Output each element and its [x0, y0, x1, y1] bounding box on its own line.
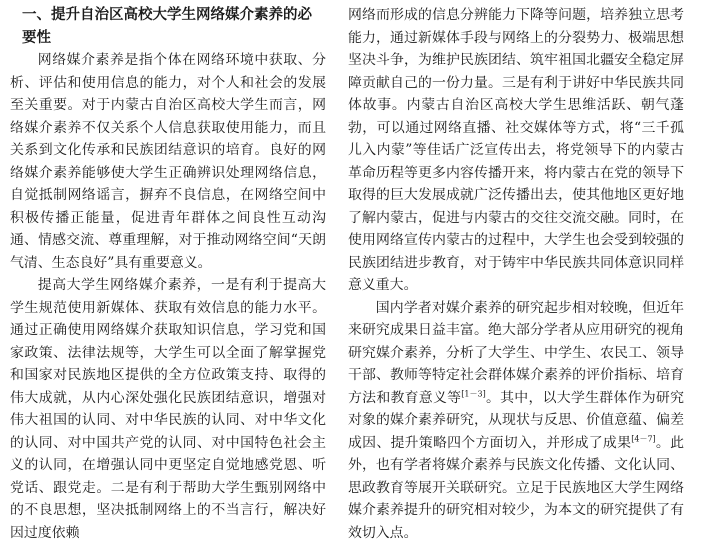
citation-4-7: [4－7] — [631, 434, 655, 443]
citation-1-3: [1－3] — [461, 389, 485, 398]
section-heading: 一、提升自治区高校大学生网络媒介素养的必要性 — [10, 4, 326, 49]
review-text-part3: 。此外，也有学者将媒介素养与民族文化传播、文化认同、思政教育等展开关联研究。立足于民族地区大学生网络媒介素养提升的研究相对较少，为本文的研究提供了有效切入点。 — [348, 435, 684, 541]
review-text-part1: 国内学者对媒介素养的研究起步相对较晚，但近年来研究成果日益丰富。绝大部分学者从应用研究的视角研究媒介素养，分析了大学生、中学生、农民工、领导干部、教师等特定社会群体媒介素养的评价指标、培育方法和教育意义等 — [348, 300, 684, 406]
paragraph-definition: 网络媒介素养是指个体在网络环境中获取、分析、评估和使用信息的能力，对个人和社会的发展至关重要。对于内蒙古自治区高校大学生而言，网络媒介素养不仅关系个人信息获取使用能力，而且关系到文化传承和民族团结意识的培育。良好的网络媒介素养能够使大学生正确辨识处理网络信息，自觉抵制网络谣言，摒弃不良信息，在网络空间中积极传播正能量，促进青年群体之间良性互动沟通、情感交流、尊重理解，对于推动网络空间“天朗气清、生态良好”具有重要意义。 — [10, 49, 326, 274]
paragraph-continuation: 网络而形成的信息分辨能力下降等问题，培养独立思考能力，通过新媒体手段与网络上的分裂势力、极端思想坚决斗争，为维护民族团结、筑牢祖国北疆安全稳定屏障贡献自己的一份力量。三是有利于讲好中华民族共同体故事。内蒙古自治区高校大学生思维活跃、朝气蓬勃，可以通过网络直播、社交媒体等方式，将“三千孤儿入内蒙”等佳话广泛宣传出去，将党领导下的内蒙古革命历程等更多内容传播开来，将内蒙古在党的领导下取得的巨大发展成就广泛传播出去，使其他地区更好地了解内蒙古，促进与内蒙古的交往交流交融。同时，在使用网络宣传内蒙古的过程中，大学生也会受到较强的民族团结进步教育，对于铸牢中华民族共同体意识同样意义重大。 — [348, 4, 684, 297]
right-column — [348, 4, 684, 544]
paragraph-benefits: 提高大学生网络媒介素养，一是有利于提高大学生规范使用新媒体、获取有效信息的能力水平。通过正确使用网络媒介获取知识信息，学习党和国家政策、法律法规等，大学生可以全面了解掌握党和国家对民族地区提供的全方位政策支持、取得的伟大成就，从内心深处强化民族团结意识，增强对伟大祖国的认同、对中华民族的认同、对中华文化的认同、对中国共产党的认同、对中国特色社会主义的认同，在增强认同中更坚定自觉地感党恩、听党话、跟党走。二是有利于帮助大学生甄别网络中的不良思想，坚决抵制网络上的不当言行，解决好因过度依赖 — [10, 274, 326, 544]
left-column — [10, 4, 326, 544]
review-text-part2: 。其中，以大学生群体作为研究对象的媒介素养研究，从现状与反思、价值意蕴、偏差成因、提升策略四个方面切入，并形成了成果 — [348, 390, 684, 451]
paragraph-literature-review — [348, 297, 684, 544]
